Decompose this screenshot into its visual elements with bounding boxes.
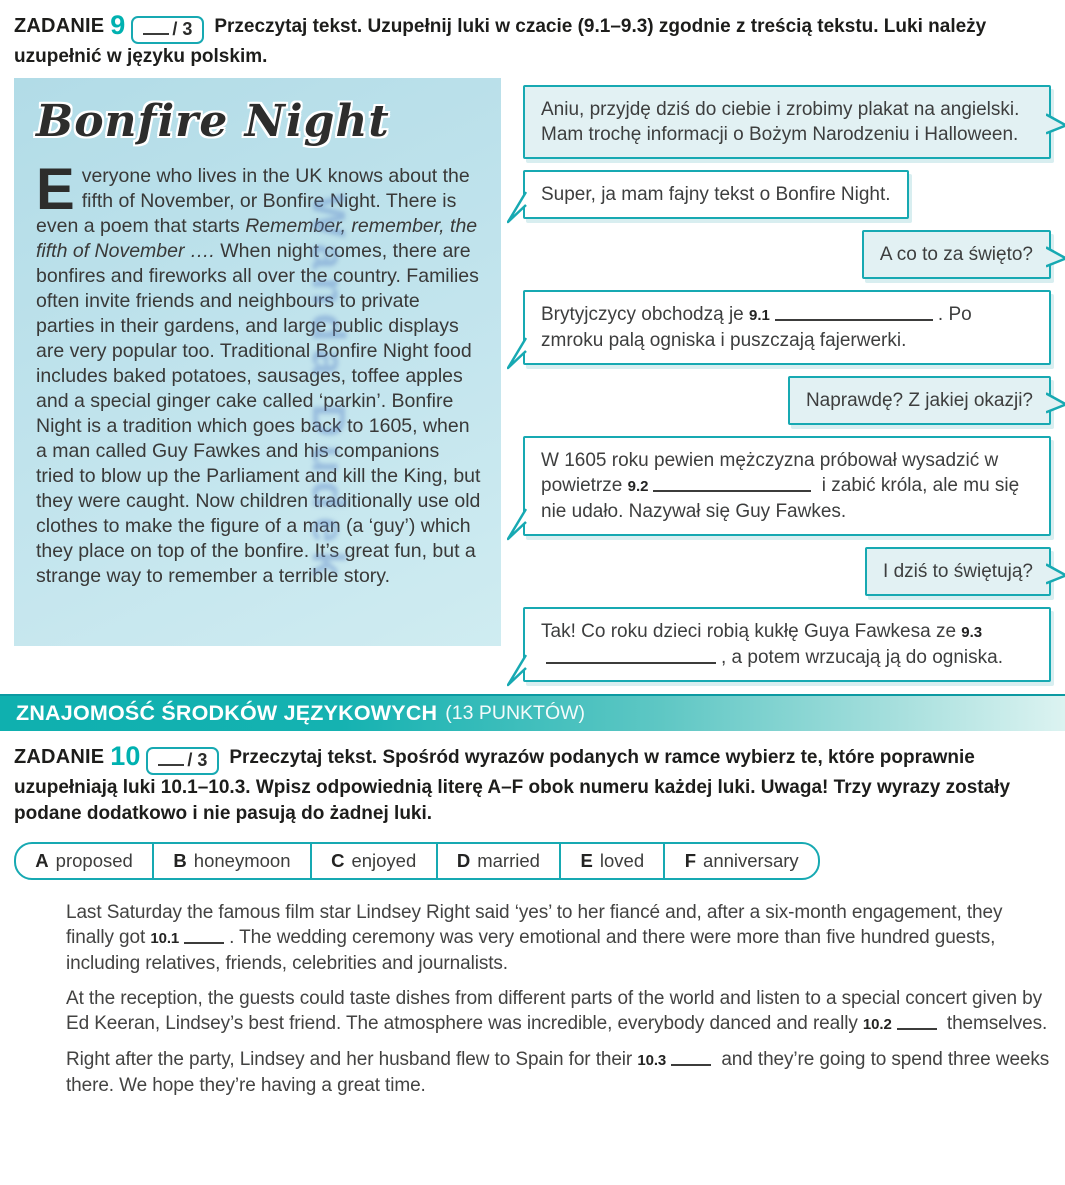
chat-bubble xyxy=(523,170,909,219)
gap-number: 10.1 xyxy=(150,930,180,947)
text-segment: When night comes, there are bonfires and fireworks all over the country. Families often invite friends and neighbours to private parties in their gardens, and large public displays are very popular too. Traditional Bonfire Night food includes baked potatoes, sausages, toffee apples and a special ginger cake called ‘parkin’. Bonfire Night is a tradition which goes back to 1605, when a man called Guy Fawkes and his companions tried to blow up the Parliament and kill the King, but they were caught. Now children traditionally use old clothes to make the figure of a man (a ‘guy’) which they place on top of the bonfire. It’s great fun, but a strange way to remember a terrible story. xyxy=(36,240,481,587)
section-banner xyxy=(0,694,1065,731)
task9-number: 9 xyxy=(110,10,126,40)
reading-box xyxy=(14,78,501,646)
gap-number: 9.1 xyxy=(749,307,770,324)
chat-bubble xyxy=(523,436,1051,536)
text-segment: . Po zmroku palą ogniska i puszczają fajerwerki. xyxy=(541,304,972,351)
answer-blank[interactable] xyxy=(671,1050,711,1066)
text-segment: A co to za święto? xyxy=(879,244,1033,265)
bubble-tail-icon xyxy=(507,653,527,687)
text-segment: Tak! Co roku dzieci robią kukłę Guya Fawkesa ze xyxy=(541,621,962,642)
bubble-tail-icon xyxy=(507,336,527,370)
reading-box-title: Bonfire Night xyxy=(36,96,390,147)
chat-bubble xyxy=(523,607,1051,682)
bubble-text xyxy=(541,184,891,205)
word-bank-item xyxy=(665,844,818,878)
passage xyxy=(66,900,1051,1098)
bubble-text xyxy=(541,304,972,351)
chat-bubble xyxy=(788,376,1051,425)
chat-thread xyxy=(523,78,1051,682)
word-letter: E xyxy=(580,850,593,871)
chat-bubble xyxy=(523,85,1051,159)
text-segment: I dziś to świętują? xyxy=(883,561,1033,582)
word-bank-item xyxy=(561,844,665,878)
bubble-text xyxy=(883,561,1033,582)
task9-label: ZADANIE xyxy=(14,15,105,37)
word-bank-wrap xyxy=(0,842,1065,880)
chat-bubble xyxy=(865,547,1051,596)
gap-number: 10.2 xyxy=(862,1016,892,1033)
word-text: honeymoon xyxy=(193,850,291,871)
word-bank-item xyxy=(16,844,154,878)
bubble-tail-icon xyxy=(507,190,527,224)
answer-blank[interactable] xyxy=(546,648,716,664)
text-segment: W 1605 roku pewien mężczyzna próbował wysadzić w powietrze xyxy=(541,450,999,496)
bubble-tail-icon xyxy=(1046,391,1065,415)
word-letter: C xyxy=(331,850,345,871)
gap-number: 10.3 xyxy=(637,1052,667,1069)
task10-score-suffix: / 3 xyxy=(187,750,208,770)
text-segment: i zabić króla, ale mu się nie udało. Nazywał się Guy Fawkes. xyxy=(541,475,1020,522)
task9-instructions: Przeczytaj tekst. Uzupełnij luki w czacie (9.1–9.3) zgodnie z treścią tekstu. Luki należy uzupełnić w języku polskim. xyxy=(14,16,987,67)
bubble-tail-icon xyxy=(1046,245,1065,269)
word-text: loved xyxy=(599,850,645,871)
task10-header xyxy=(0,743,1065,827)
text-segment: themselves. xyxy=(941,1013,1048,1034)
text-segment: At the reception, the guests could taste dishes from different parts of the world and listen to a special concert given by Ed Keeran, Lindsey’s best friend. The atmosphere was incredible, everybody danced and really xyxy=(66,988,1043,1034)
bubble-text xyxy=(541,450,1019,522)
word-letter: F xyxy=(684,850,697,871)
text-segment: Aniu, przyjdę dziś do ciebie i zrobimy plakat na angielski. Mam trochę informacji o Bożym Narodzeniu i Halloween. xyxy=(541,99,1020,145)
task10-label: ZADANIE xyxy=(14,746,105,768)
bubble-tail-icon xyxy=(507,507,527,541)
text-segment: Brytyjczycy obchodzą je xyxy=(541,304,750,325)
text-segment: Last Saturday the famous film star Lindsey Right said ‘yes’ to her fiancé and, after a six-month engagement, they finally got xyxy=(66,902,1003,948)
answer-blank[interactable] xyxy=(897,1014,937,1030)
task9-score-suffix: / 3 xyxy=(172,19,193,39)
text-segment: veryone who lives in the UK knows about the fifth of November, or Bonfire Night. There is even a poem that starts xyxy=(36,165,470,237)
passage-paragraph xyxy=(66,986,1051,1037)
task10-number: 10 xyxy=(110,741,141,771)
watermark: Wanda Dudek xyxy=(303,194,355,585)
bubble-text xyxy=(541,621,1003,668)
dropcap: E xyxy=(36,157,75,222)
answer-blank[interactable] xyxy=(653,476,811,492)
word-letter: B xyxy=(173,850,187,871)
passage-paragraph xyxy=(66,900,1051,976)
bubble-tail-icon xyxy=(1046,562,1065,586)
text-segment: and they’re going to spend three weeks there. We hope they’re having a great time. xyxy=(66,1049,1050,1096)
word-letter: D xyxy=(456,850,471,871)
task10-instructions: Przeczytaj tekst. Spośród wyrazów podanych w ramce wybierz te, które poprawnie uzupełniają luki 10.1–10.3. Wpisz odpowiednią literę A–F obok numeru każdej luki. Uwaga! Trzy wyrazy zostały podane dodatkowo i nie pasują do żadnej luki. xyxy=(14,747,1011,824)
word-bank xyxy=(14,842,820,880)
word-bank-item xyxy=(154,844,312,878)
text-segment: Super, ja mam fajny tekst o Bonfire Night. xyxy=(541,184,891,205)
text-segment: , a potem wrzucają ją do ogniska. xyxy=(721,647,1003,668)
passage-paragraph xyxy=(66,1047,1051,1098)
task9-score-box[interactable] xyxy=(131,16,204,44)
reading-paragraph-text xyxy=(36,157,481,587)
word-text: proposed xyxy=(55,850,133,871)
text-segment: Right after the party, Lindsey and her husband flew to Spain for their xyxy=(66,1049,638,1070)
word-bank-item xyxy=(312,844,438,878)
word-text: anniversary xyxy=(703,850,799,871)
answer-blank[interactable] xyxy=(184,928,224,944)
answer-blank[interactable] xyxy=(775,305,933,321)
word-bank-item xyxy=(438,844,562,878)
bubble-text xyxy=(806,390,1033,411)
text-segment: . The wedding ceremony was very emotional and there were more than five hundred guests, including relatives, friends, celebrities and journalists. xyxy=(66,927,996,974)
task10-score-box[interactable] xyxy=(146,747,219,775)
task9-header xyxy=(0,12,1065,70)
bubble-tail-icon xyxy=(1046,112,1065,136)
word-text: married xyxy=(477,850,540,871)
text-segment: Remember, remember, the fifth of November …. xyxy=(36,215,478,262)
text-segment: Naprawdę? Z jakiej okazji? xyxy=(805,390,1033,411)
chat-bubble xyxy=(862,230,1051,279)
word-text: enjoyed xyxy=(351,850,417,871)
task9-body xyxy=(0,78,1065,682)
section-banner-title: ZNAJOMOŚĆ ŚRODKÓW JĘZYKOWYCH xyxy=(16,701,438,725)
score-blank[interactable] xyxy=(158,752,184,766)
word-letter: A xyxy=(35,850,49,871)
gap-number: 9.3 xyxy=(961,624,983,641)
reading-paragraph xyxy=(36,157,481,589)
gap-number: 9.2 xyxy=(627,478,649,495)
bubble-text xyxy=(880,244,1033,265)
bubble-text xyxy=(541,99,1019,145)
score-blank[interactable] xyxy=(143,21,169,35)
chat-bubble xyxy=(523,290,1051,365)
section-banner-points: (13 PUNKTÓW) xyxy=(445,702,586,724)
